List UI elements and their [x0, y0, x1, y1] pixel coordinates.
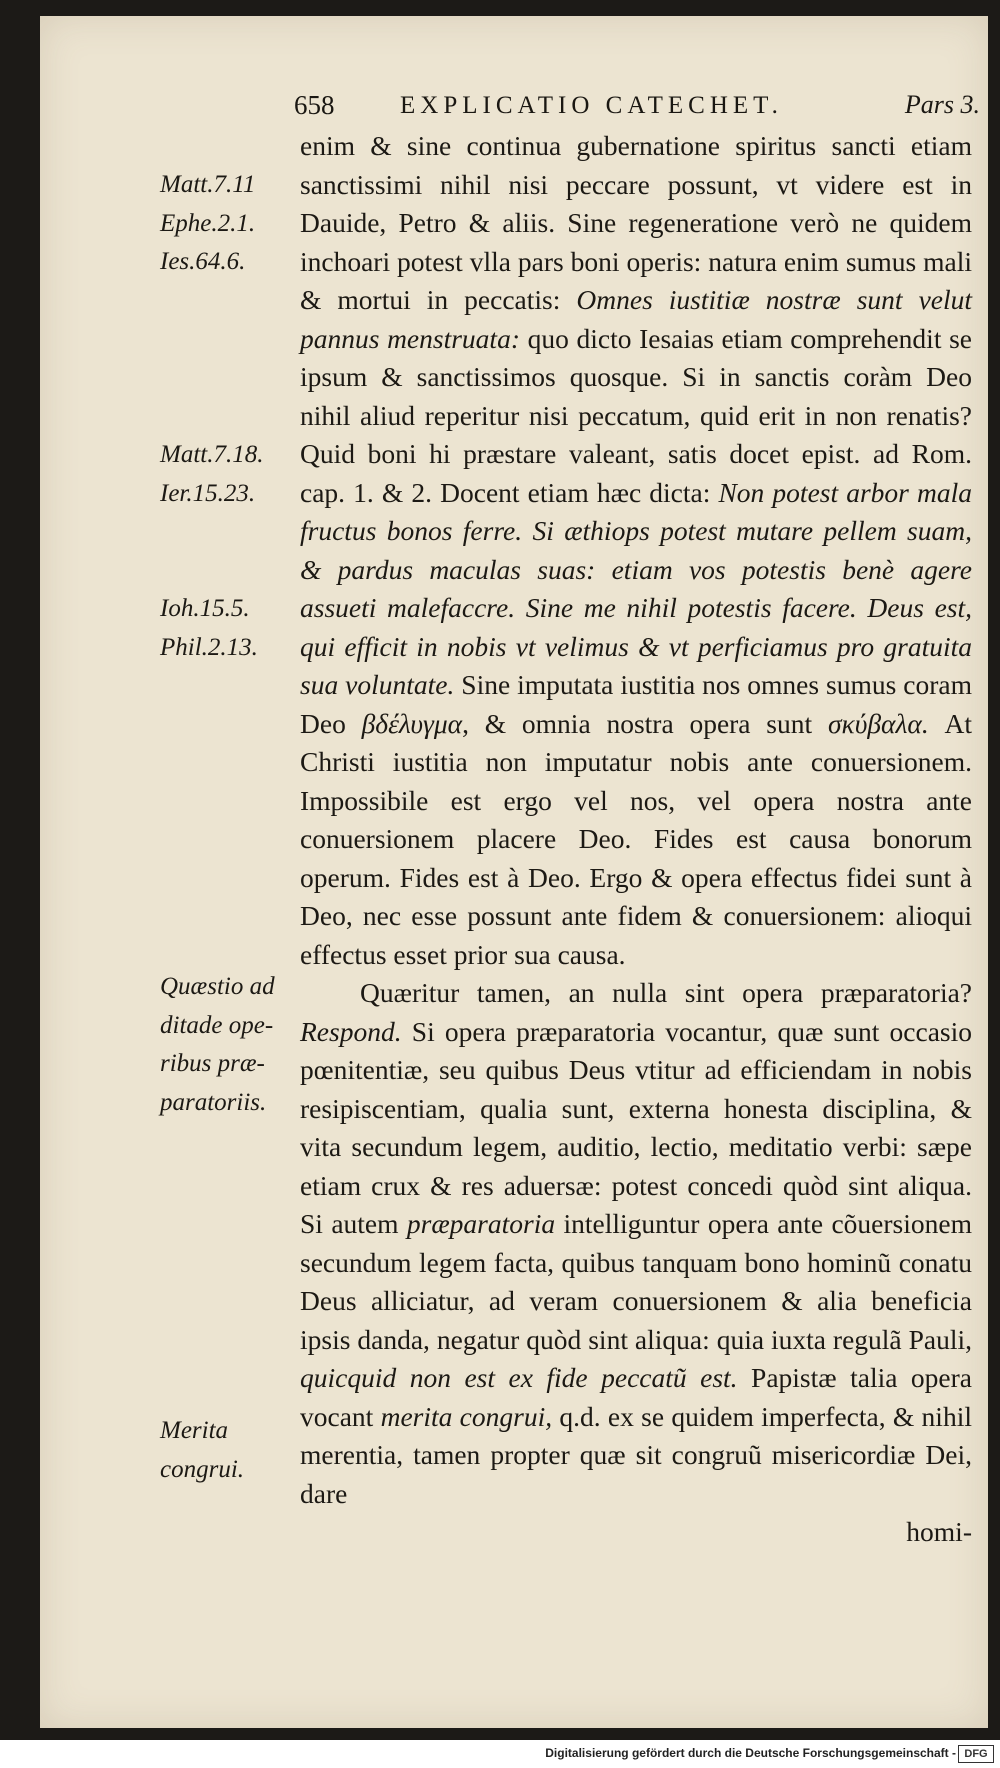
respond-label: Respond.: [300, 1015, 402, 1047]
text-run: quo dicto Iesaias etiam comprehendit se ipsum & sanctissimos quosque. Si in sanctis coràm Deo nihil aliud reperitur nisi peccatum, quid erit in non renatis? Quid boni hi præstare valeant, satis docet epist. ad Rom. cap. 1. & 2. Docent etiam hæc dicta:: [300, 322, 972, 508]
text-run: q.d. ex se quidem imperfecta, & nihil merentia, tamen propter quæ sit congruũ misericordiæ Dei, dare: [300, 1400, 972, 1509]
running-title: EXPLICATIO CATECHET.: [400, 92, 783, 119]
text-run: , & omnia nostra opera sunt: [462, 707, 828, 739]
page-number: 658: [294, 90, 335, 120]
scripture-quote: quicquid non est ex fide peccatũ est.: [300, 1362, 738, 1393]
text-run: Papistæ talia opera vocant: [300, 1362, 972, 1432]
greek-word: βδέλυγμα: [361, 707, 463, 739]
body-text: [300, 127, 972, 1552]
margin-note-scripture-refs-1: Matt.7.11 Ephe.2.1. Ies.64.6.: [160, 171, 256, 275]
emphasis: præparatoria: [406, 1208, 556, 1239]
part-label: Pars 3.: [904, 90, 980, 119]
dfg-logo: DFG: [958, 1745, 994, 1763]
scripture-quote: Omnes iustitiæ nostræ sunt velut pannus menstruata:: [300, 284, 973, 354]
greek-word: σκύβαλα.: [827, 707, 929, 739]
scripture-quote: Non potest arbor mala fructus bonos ferre. Si æthiops potest mutare pellem suam, & pardus maculas suas: etiam vos potestis benè agere assueti malefaccre. Sine me nihil potestis facere. Deus est, qui efficit in nobis vt velimus & vt perficiamus pro gratuita sua voluntate.: [300, 476, 972, 700]
text-run: Sine imputata iustitia nos omnes sumus coram Deo: [300, 669, 972, 739]
paragraph-1: [300, 127, 972, 974]
margin-note-scripture-refs-3: Ioh.15.5. Phil.2.13.: [160, 595, 258, 661]
paragraph-2: [300, 974, 972, 1513]
margin-note-scripture-refs-2: Matt.7.18. Ier.15.23.: [160, 441, 264, 507]
text-run: At Christi iustitia non imputatur nobis ante conuersionem. Impossibile est ergo vel nos, vel opera nostra ante conuersionem placere Deo. Fides est causa bonorum operum. Fides est à Deo. Ergo & opera effectus fidei sunt à Deo, nec esse possunt ante fidem & conuersionem: alioqui effectus esset prior sua causa.: [300, 707, 972, 970]
page-header: [290, 90, 980, 124]
catchword: homi-: [906, 1516, 972, 1547]
text-run: intelliguntur opera ante cõuersionem secundum legem facta, quibus tanquam bono hominũ conatu Deus alliciatur, ad veram conuersionem & alia beneficia ipsis danda, negatur quòd sint aliqua: quia iuxta regulã Pauli,: [300, 1208, 972, 1355]
margin-note-question: Quæstio ad ditade ope- ribus præ- paratoriis.: [160, 973, 275, 1116]
emphasis: merita congrui,: [380, 1400, 553, 1432]
digitization-credit: Digitalisierung gefördert durch die Deutsche Forschungsgemeinschaft -: [545, 1746, 956, 1760]
text-run: Quæritur tamen, an nulla sint opera præparatoria?: [360, 977, 972, 1008]
text-run: Si opera præparatoria vocantur, quæ sunt occasio pœnitentiæ, seu quibus Deus vtitur ad efficiendam in nobis resipiscentiam, qualia sunt, externa honesta disciplina, & vita secundum legem, auditio, lectio, meditatio verbi: sæpe etiam crux & res aduersæ: potest concedi quòd sint aliqua. Si autem: [300, 1015, 972, 1239]
text-run: enim & sine continua gubernatione spiritus sancti etiam sanctissimi nihil nisi peccare possunt, vt videre est in Dauide, Petro & aliis. Sine regeneratione verò ne quidem inchoari potest vlla pars boni operis: natura enim sumus mali & mortui in peccatis:: [300, 130, 972, 315]
margin-note-merita: Merita congrui.: [160, 1417, 245, 1483]
